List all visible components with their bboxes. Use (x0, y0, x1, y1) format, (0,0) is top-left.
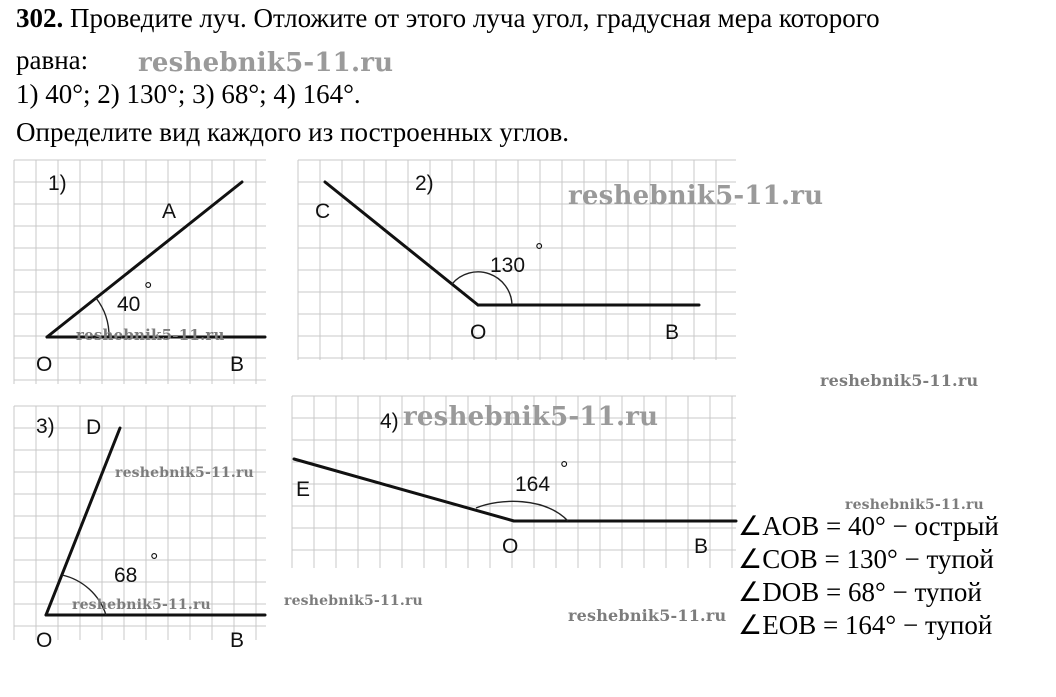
figure-3 (36, 415, 265, 652)
watermark-7: reshebnik5-11.ru (845, 497, 984, 513)
angle-4-degree: ° (560, 458, 569, 481)
watermark-3: reshebnik5-11.ru (403, 402, 659, 432)
angle-1-value: 40 (117, 293, 141, 316)
answer-aob: ∠AOB = 40° − острый (738, 511, 999, 541)
figure-3-number: 3) (36, 415, 55, 438)
point-e-label: E (296, 478, 311, 501)
task-line-3: 1) 40°; 2) 130°; 3) 68°; 4) 164°. (16, 79, 361, 109)
answer-dob: ∠DOB = 68° − тупой (738, 577, 982, 607)
point-b-label-1: B (230, 353, 245, 376)
watermark-9: reshebnik5-11.ru (284, 593, 423, 609)
point-b-label-4: B (694, 535, 709, 558)
point-a-label: A (162, 200, 177, 223)
figure-2-number: 2) (415, 172, 434, 195)
point-c-label: C (315, 200, 331, 223)
point-b-label-2: B (665, 321, 680, 344)
point-b-label-3: B (230, 629, 245, 652)
watermark-10: reshebnik5-11.ru (568, 606, 727, 625)
ray-oc (325, 182, 478, 305)
task-text-1: Проведите луч. Отложите от этого луча угол, градусная мера которого (70, 3, 880, 33)
watermark-4: reshebnik5-11.ru (76, 326, 225, 344)
answer-cob: ∠COB = 130° − тупой (738, 544, 994, 574)
vertex-o-label-4: O (502, 535, 519, 558)
angle-2-degree: ° (535, 240, 544, 263)
angle-3-degree: ° (150, 550, 159, 573)
ray-od (46, 428, 120, 615)
angle-2-value: 130 (490, 254, 526, 277)
watermark-8: reshebnik5-11.ru (72, 597, 211, 613)
task-line-2: равна: (16, 45, 89, 75)
task-line-4: Определите вид каждого из построенных углов. (16, 117, 570, 147)
figure-4-number: 4) (380, 410, 399, 433)
watermark-5: reshebnik5-11.ru (820, 371, 979, 390)
vertex-o-label-1: O (36, 353, 53, 376)
figure-1 (36, 172, 265, 376)
point-d-label: D (86, 416, 102, 439)
watermark-2: reshebnik5-11.ru (568, 181, 824, 211)
answer-eob: ∠EOB = 164° − тупой (738, 610, 993, 640)
figure-1-number: 1) (48, 172, 67, 195)
task-number: 302. (16, 3, 64, 33)
angle-1-degree: ° (144, 279, 153, 302)
angle-3-value: 68 (114, 564, 138, 587)
vertex-o-label-2: O (470, 321, 487, 344)
vertex-o-label-3: O (36, 629, 53, 652)
watermark-6: reshebnik5-11.ru (115, 465, 254, 481)
answers-block (738, 510, 999, 642)
angle-4-value: 164 (515, 473, 551, 496)
ray-oe (294, 459, 514, 521)
watermark-1: reshebnik5-11.ru (138, 48, 394, 78)
